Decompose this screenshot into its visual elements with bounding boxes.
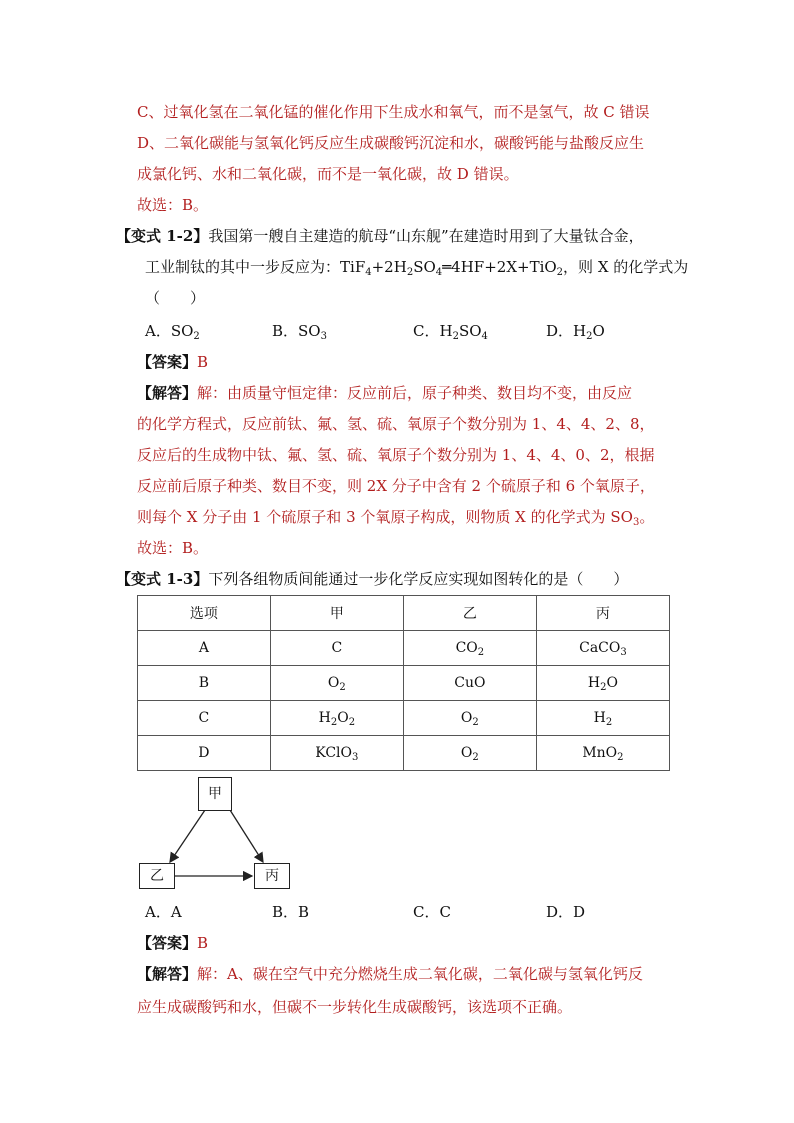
question-1-2-stem-line1 — [116, 225, 644, 247]
table-cell: $CO_2$ — [403, 631, 536, 666]
analysis-text: 解：由质量守恒定律：反应前后，原子种类、数目均不变，由反应 — [197, 384, 633, 402]
options-table — [137, 595, 670, 771]
header-cell: 选项 — [138, 596, 271, 631]
answer-tag: 【答案】 — [137, 934, 198, 952]
table-cell: KClO$_3$ — [270, 736, 403, 771]
analysis-line1 — [137, 382, 632, 404]
question-1-3-stem — [116, 568, 628, 590]
diagram-box-bing: 丙 — [254, 863, 290, 889]
table-row — [138, 631, 670, 666]
option-b: B．$SO_3$ — [272, 322, 327, 342]
analysis-line1 — [137, 963, 643, 985]
table-cell: CuO — [403, 666, 536, 701]
table-cell: CaCO$_3$ — [536, 631, 669, 666]
option-d: D．$H_2O$ — [546, 322, 605, 342]
header-cell: 丙 — [536, 596, 669, 631]
analysis-line2: 应生成碳酸钙和水，但碳不一步转化生成碳酸钙，该选项不正确。 — [137, 998, 573, 1016]
analysis-tag: 【解答】 — [137, 965, 198, 983]
table-row — [138, 701, 670, 736]
table-cell: B — [138, 666, 271, 701]
table-cell: $H_2O$ — [536, 666, 669, 701]
table-cell: A — [138, 631, 271, 666]
table-cell: $H_2O_2$ — [270, 701, 403, 736]
table-cell: D — [138, 736, 271, 771]
analysis-line5 — [137, 506, 654, 528]
analysis-text: 解：A、碳在空气中充分燃烧生成二氧化碳，二氧化碳与氢氧化钙反 — [197, 965, 643, 983]
option-a: A．$SO_2$ — [145, 322, 200, 342]
table-cell: $H_2$ — [536, 701, 669, 736]
table-cell: $O_2$ — [270, 666, 403, 701]
analysis-text: 则每个 X 分子由 1 个硫原子和 3 个氧原子构成，则物质 X 的化学式为 SO — [137, 508, 633, 526]
question-text: 工业制钛的其中一步反应为： — [145, 258, 341, 276]
analysis-line2: 的化学方程式，反应前钛、氟、氢、硫、氧原子个数分别为 1、4、4、2、8， — [137, 415, 655, 433]
analysis-option-d-line1: D、二氧化碳能与氢氧化钙反应生成碳酸钙沉淀和水，碳酸钙能与盐酸反应生 — [137, 134, 645, 152]
option-d: D．D — [546, 903, 586, 921]
analysis-line3: 反应后的生成物中钛、氟、氢、硫、氧原子个数分别为 1、4、4、0、2，根据 — [137, 446, 655, 464]
diagram-box-yi: 乙 — [139, 863, 175, 889]
table-cell: C — [138, 701, 271, 736]
arrow-jia-to-yi — [170, 810, 205, 862]
question-text: 下列各组物质间能通过一步化学反应实现如图转化的是（ ） — [208, 570, 629, 588]
analysis-text: 。 — [639, 508, 655, 526]
header-cell: 甲 — [270, 596, 403, 631]
choose-answer-prev: 故选：B。 — [137, 196, 209, 214]
table-cell: $O_2$ — [403, 736, 536, 771]
table-cell: C — [270, 631, 403, 666]
question-1-2-stem-line2 — [145, 256, 688, 278]
analysis-option-c: C、过氧化氢在二氧化锰的催化作用下生成水和氧气，而不是氢气，故 C 错误 — [137, 103, 650, 121]
question-text: ，则 X 的化学式为 — [563, 258, 689, 276]
header-cell: 乙 — [403, 596, 536, 631]
answer-parentheses: （ ） — [145, 289, 206, 307]
answer-line — [137, 932, 208, 954]
question-text: 我国第一艘自主建造的航母“山东舰”在建造时用到了大量钛合金， — [208, 227, 644, 245]
option-b: B．B — [272, 903, 310, 921]
diagram-box-jia: 甲 — [198, 777, 232, 811]
option-c: C．C — [413, 903, 451, 921]
table-cell: MnO$_2$ — [536, 736, 669, 771]
question-tag: 【变式 1-2】 — [116, 227, 209, 245]
choose-answer: 故选：B。 — [137, 539, 209, 557]
analysis-line4: 反应前后原子种类、数目不变，则 2X 分子中含有 2 个硫原子和 6 个氧原子， — [137, 477, 655, 495]
answer-value: B — [197, 353, 209, 371]
arrow-jia-to-bing — [230, 810, 263, 862]
option-a: A．A — [145, 903, 182, 921]
table-header-row — [138, 596, 670, 631]
reaction-equation: $TiF_4+2H_2SO_4═4HF+2X+TiO_2$ — [340, 258, 564, 278]
answer-value: B — [197, 934, 209, 952]
table-row — [138, 666, 670, 701]
option-c: C．$H_2SO_4$ — [413, 322, 488, 342]
analysis-option-d-line2: 成氯化钙、水和二氧化碳，而不是一氧化碳，故 D 错误。 — [137, 165, 519, 183]
subscript: 3 — [632, 517, 640, 528]
question-tag: 【变式 1-3】 — [116, 570, 209, 588]
answer-tag: 【答案】 — [137, 353, 198, 371]
table-cell: $O_2$ — [403, 701, 536, 736]
answer-line — [137, 351, 208, 373]
analysis-tag: 【解答】 — [137, 384, 198, 402]
table-row — [138, 736, 670, 771]
